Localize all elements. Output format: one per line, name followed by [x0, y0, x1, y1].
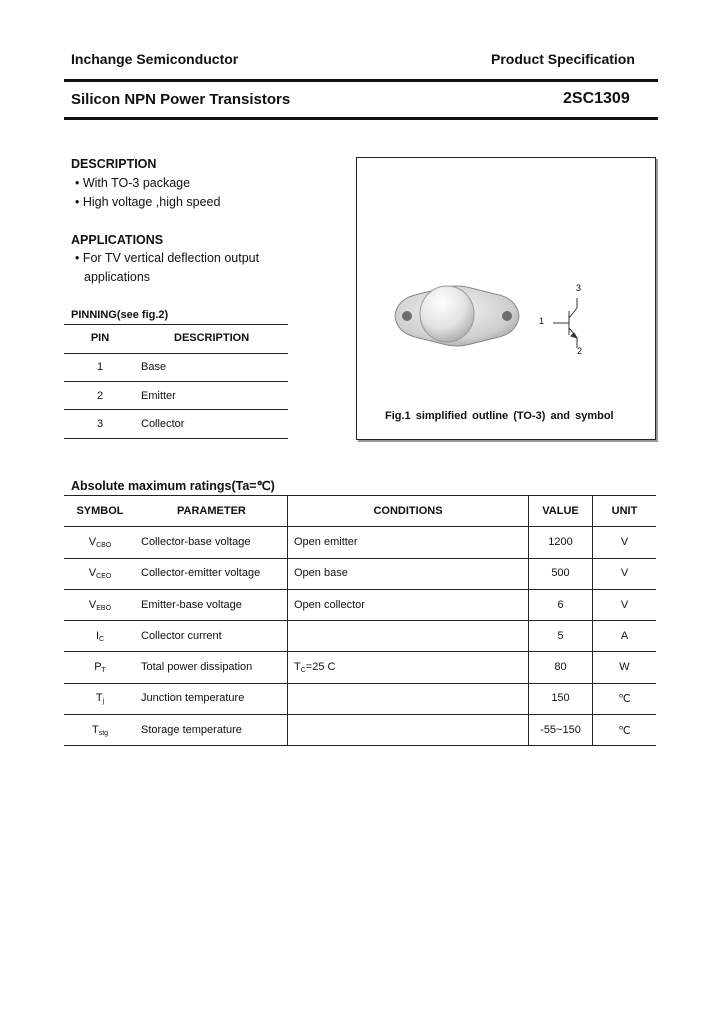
pinning-rule	[64, 353, 288, 354]
ratings-header-parameter: PARAMETER	[177, 505, 246, 517]
parameter-cell: Emitter-base voltage	[141, 599, 242, 611]
conditions-cell: Open emitter	[294, 536, 358, 548]
unit-cell: ℃	[618, 693, 631, 705]
value-cell: 150	[551, 692, 570, 704]
parameter-cell: Junction temperature	[141, 692, 245, 704]
to3-package-image	[357, 158, 655, 439]
symbol-cell: $T_j$	[95, 692, 105, 705]
figure-box	[356, 157, 656, 440]
symbol-cell: $V_{CEO}$	[88, 567, 112, 580]
pinning-title: PINNING(see fig.2)	[71, 309, 169, 321]
ratings-title: Absolute maximum ratings(Ta=℃)	[71, 479, 275, 493]
ratings-rule	[64, 745, 656, 746]
ratings-rule	[64, 526, 656, 527]
symbol-cell: $P_T$	[94, 661, 106, 674]
product-line: Silicon NPN Power Transistors	[71, 91, 291, 108]
ratings-rule	[64, 714, 656, 715]
pinning-header-desc: DESCRIPTION	[174, 332, 250, 344]
ratings-rule	[64, 495, 656, 496]
unit-cell: ℃	[618, 725, 631, 737]
ratings-rule	[64, 558, 656, 559]
value-cell: 5	[557, 630, 564, 642]
header-rule	[64, 79, 658, 82]
unit-cell: V	[620, 536, 629, 548]
unit-cell: V	[620, 599, 629, 611]
pin-label: 3	[576, 283, 582, 293]
doc-type: Product Specification	[491, 51, 635, 67]
value-cell: 80	[554, 661, 567, 673]
description-title: DESCRIPTION	[71, 157, 157, 171]
ratings-header-value: VALUE	[542, 505, 579, 517]
conditions-cell: Open base	[294, 567, 348, 579]
unit-cell: W	[619, 661, 630, 673]
pinning-desc: Emitter	[141, 390, 176, 402]
value-cell: 1200	[548, 536, 573, 548]
applications-item: • For TV vertical deflection output	[75, 251, 260, 265]
symbol-cell: $V_{EBO}$	[88, 599, 112, 612]
conditions-cell: $T_C=25$ C	[294, 661, 336, 674]
conditions-cell: Open collector	[294, 599, 365, 611]
pinning-rule	[64, 381, 288, 382]
symbol-cell: $I_C$	[95, 630, 105, 643]
symbol-cell: $V_{CBO}$	[88, 536, 112, 549]
pin-label: 2	[577, 346, 583, 356]
value-cell: 500	[551, 567, 570, 579]
description-item: • With TO-3 package	[75, 176, 191, 190]
pin-label: 1	[539, 316, 545, 326]
applications-title: APPLICATIONS	[71, 233, 164, 247]
description-item: • High voltage ,high speed	[75, 195, 221, 209]
pinning-desc: Collector	[141, 418, 185, 430]
ratings-col-rule	[528, 495, 529, 745]
part-number: 2SC1309	[563, 90, 630, 107]
symbol-cell: $T_{stg}$	[91, 724, 109, 737]
applications-item-cont: applications	[84, 270, 151, 284]
parameter-cell: Collector current	[141, 630, 222, 642]
ratings-col-rule	[287, 495, 288, 745]
npn-transistor-symbol	[553, 298, 577, 348]
value-cell: 6	[557, 599, 564, 611]
value-cell: -55~150	[540, 724, 581, 736]
pinning-pin: 3	[96, 418, 104, 430]
parameter-cell: Storage temperature	[141, 724, 242, 736]
company-name: Inchange Semiconductor	[71, 51, 239, 67]
ratings-header-conditions: CONDITIONS	[373, 505, 443, 517]
pinning-desc: Base	[141, 361, 167, 373]
unit-cell: A	[620, 630, 629, 642]
title-rule	[64, 117, 658, 120]
ratings-rule	[64, 589, 656, 590]
ratings-col-rule	[592, 495, 593, 745]
parameter-cell: Collector-emitter voltage	[141, 567, 261, 579]
parameter-cell: Total power dissipation	[141, 661, 253, 673]
pinning-rule	[64, 324, 288, 325]
unit-cell: V	[620, 567, 629, 579]
pinning-rule	[64, 409, 288, 410]
pinning-pin: 1	[96, 361, 104, 373]
ratings-rule	[64, 620, 656, 621]
pinning-pin: 2	[96, 390, 104, 402]
ratings-rule	[64, 651, 656, 652]
pinning-header-pin: PIN	[90, 332, 110, 344]
ratings-header-unit: UNIT	[611, 505, 638, 517]
pinning-rule	[64, 438, 288, 439]
ratings-header-symbol: SYMBOL	[76, 505, 124, 517]
figure-caption: Fig.1 simplified outline (TO-3) and symbol	[385, 410, 614, 422]
ratings-rule	[64, 683, 656, 684]
parameter-cell: Collector-base voltage	[141, 536, 251, 548]
